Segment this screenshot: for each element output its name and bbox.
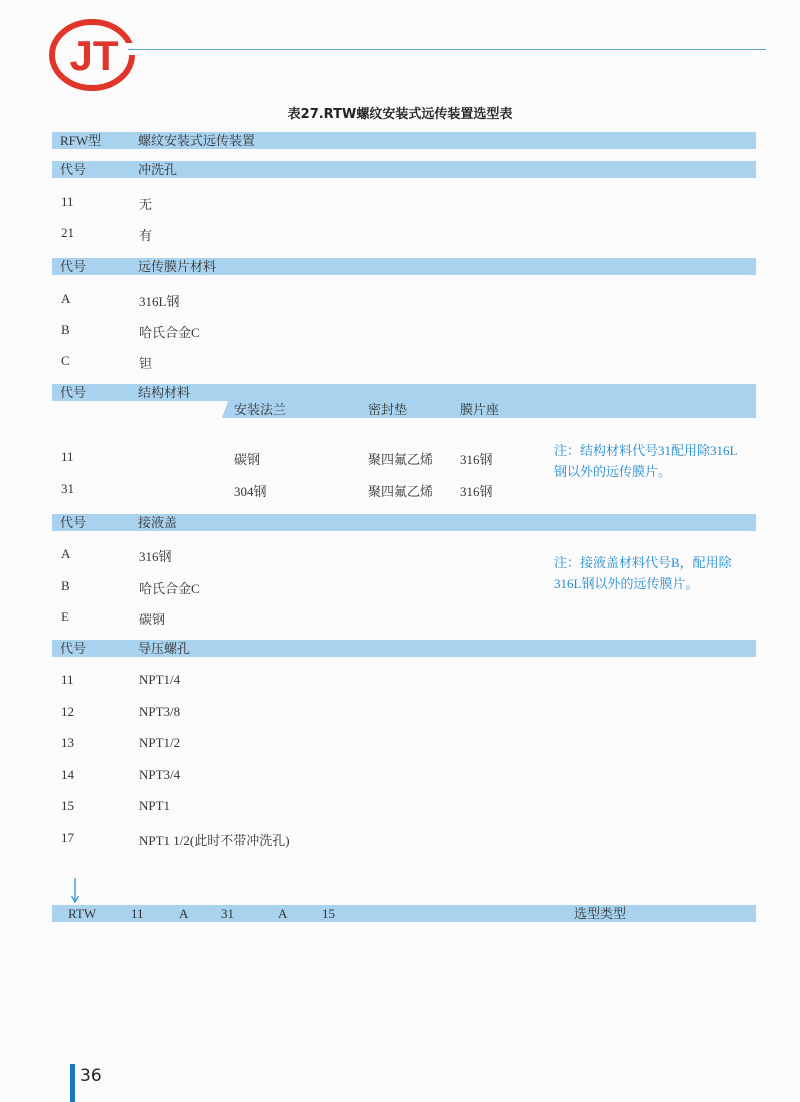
diaphragm-section-label: 远传膜片材料 — [138, 259, 217, 274]
code-header: 代号 — [60, 515, 87, 530]
model-bar — [52, 132, 756, 149]
column-gasket: 密封垫 — [368, 402, 408, 417]
pressure-port-section-label: 导压螺孔 — [138, 641, 191, 656]
flushing-section-label: 冲洗孔 — [138, 162, 178, 177]
option-code: 11 — [61, 194, 74, 209]
code-header: 代号 — [60, 641, 87, 656]
example-value: RTW — [68, 906, 97, 921]
option-code: 31 — [61, 481, 74, 496]
option-code: B — [61, 578, 70, 593]
cover-note — [554, 552, 732, 594]
option-code: 12 — [61, 704, 74, 719]
gasket-value: 聚四氟乙烯 — [368, 484, 434, 499]
logo-text: JT — [69, 32, 119, 79]
cover-header-bar — [52, 514, 756, 531]
code-header: 代号 — [60, 162, 87, 177]
column-flange: 安装法兰 — [234, 402, 287, 417]
company-logo — [48, 18, 136, 92]
structure-section-label: 结构材料 — [138, 385, 191, 400]
option-code: A — [61, 546, 71, 561]
example-value: A — [278, 906, 288, 921]
option-desc: 哈氏合金C — [139, 581, 200, 596]
pressure-port-header-bar — [52, 640, 756, 657]
option-code: 11 — [61, 672, 74, 687]
model-code-label: RFW型 — [60, 133, 102, 148]
option-desc: NPT1 1/2(此时不带冲洗孔) — [139, 833, 290, 848]
note-line: 注：接液盖材料代号B，配用除 — [554, 555, 732, 570]
option-desc: NPT1 — [139, 798, 171, 813]
example-value: 11 — [131, 906, 144, 921]
option-desc: 316L钢 — [139, 294, 180, 309]
model-name: 螺纹安装式远传装置 — [138, 133, 256, 148]
seat-value: 316钢 — [460, 484, 493, 499]
example-bar — [52, 905, 756, 922]
option-code: B — [61, 322, 70, 337]
option-code: 11 — [61, 449, 74, 464]
option-desc: 有 — [139, 228, 153, 243]
option-desc: NPT1/4 — [139, 672, 181, 687]
option-desc: NPT3/8 — [139, 704, 181, 719]
header-rule — [128, 49, 766, 50]
flushing-header-bar — [52, 161, 756, 178]
header-notch — [52, 401, 222, 418]
table-title: 表27.RTW螺纹安装式远传装置选型表 — [287, 107, 513, 122]
option-code: 15 — [61, 798, 74, 813]
seat-value: 316钢 — [460, 452, 493, 467]
arrow-down-icon — [70, 878, 80, 904]
page-number: 36 — [80, 1066, 102, 1086]
structure-header-bar — [52, 384, 756, 418]
flange-value: 304钢 — [234, 484, 267, 499]
option-desc: NPT3/4 — [139, 767, 181, 782]
option-desc: 钽 — [139, 356, 153, 371]
code-header: 代号 — [60, 385, 87, 400]
note-line: 钢以外的远传膜片。 — [554, 464, 672, 479]
column-seat: 膜片座 — [460, 402, 500, 417]
option-code: A — [61, 291, 71, 306]
option-code: C — [61, 353, 70, 368]
option-desc: 无 — [139, 197, 153, 212]
example-value: 31 — [221, 906, 234, 921]
option-code: 13 — [61, 735, 74, 750]
option-desc: 碳钢 — [139, 612, 166, 627]
example-value: A — [179, 906, 189, 921]
diaphragm-header-bar — [52, 258, 756, 275]
option-desc: 316钢 — [139, 549, 172, 564]
option-code: E — [61, 609, 69, 624]
flange-value: 碳钢 — [234, 452, 261, 467]
gasket-value: 聚四氟乙烯 — [368, 452, 434, 467]
option-desc: NPT1/2 — [139, 735, 181, 750]
example-value: 15 — [322, 906, 335, 921]
page-number-bar — [70, 1064, 75, 1102]
option-code: 21 — [61, 225, 74, 240]
note-line: 注：结构材料代号31配用除316L — [554, 443, 738, 458]
example-label: 选型类型 — [574, 906, 627, 921]
code-header: 代号 — [60, 259, 87, 274]
structure-note — [554, 440, 737, 482]
cover-section-label: 接液盖 — [138, 515, 178, 530]
option-code: 14 — [61, 767, 74, 782]
note-line: 316L钢以外的远传膜片。 — [554, 576, 699, 591]
option-code: 17 — [61, 830, 74, 845]
option-desc: 哈氏合金C — [139, 325, 200, 340]
